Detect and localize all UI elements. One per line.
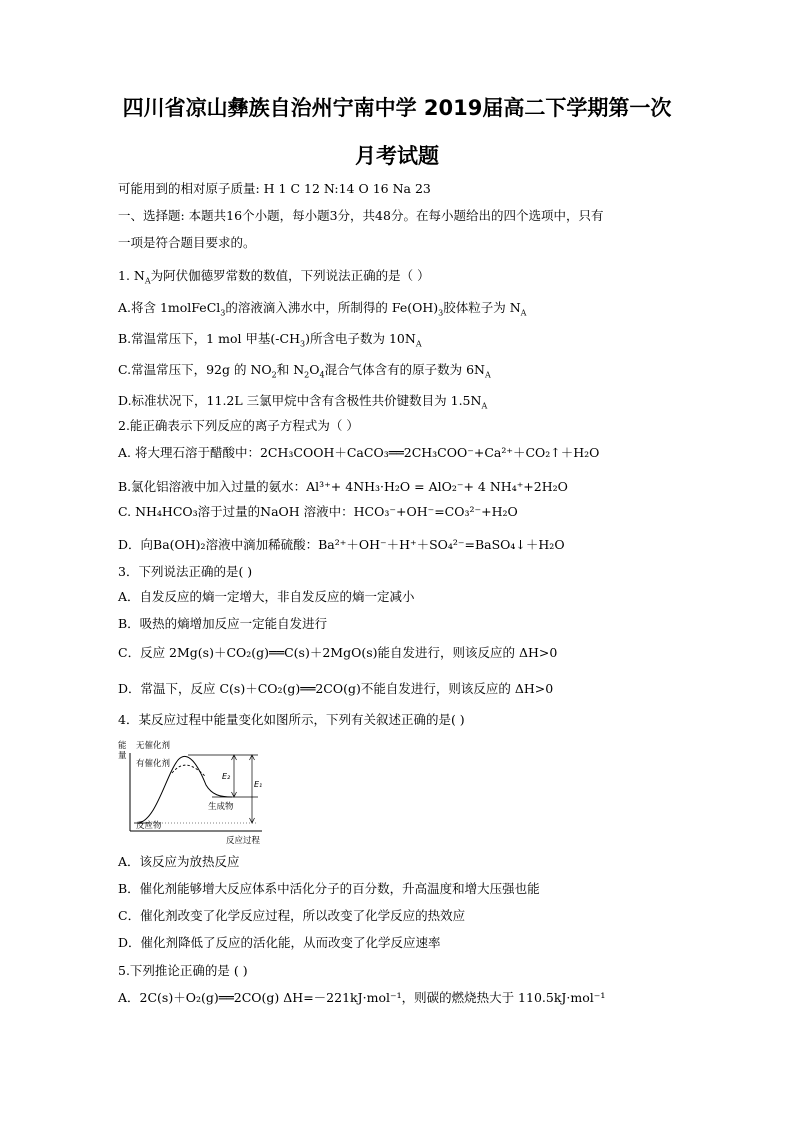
energy-reaction-diagram — [116, 735, 276, 847]
q3-option-c: C．反应 2Mg(s)＋CO₂(g)══C(s)＋2MgO(s)能自发进行，则该反应的 ΔH>0 — [118, 645, 558, 660]
exam-title-line-2: 月考试题 — [355, 144, 439, 168]
q4-option-a: A．该反应为放热反应 — [118, 854, 240, 869]
q4-stem: 4．某反应过程中能量变化如图所示，下列有关叙述正确的是( ) — [118, 712, 465, 727]
label-reactant: 反应物 — [136, 821, 162, 831]
section-instructions-1: 一、选择题: 本题共16个小题，每小题3分，共48分。在每小题给出的四个选项中，只有 — [118, 208, 604, 223]
q4-option-d: D．催化剂降低了反应的活化能，从而改变了化学反应速率 — [118, 935, 441, 950]
q1-option-a: A.将含 1molFeCl$_3$的溶液滴入沸水中，所制得的 $Fe(OH)_3$胶体粒子为 $N_A$ — [118, 300, 527, 318]
q3-stem: 3．下列说法正确的是( ) — [118, 564, 253, 579]
label-uncatalyzed: 无催化剂 — [136, 741, 171, 751]
q2-option-a: A. 将大理石溶于醋酸中：2CH₃COOH＋CaCO₃══2CH₃COO⁻+Ca²⁺＋CO₂↑＋H₂O — [118, 445, 600, 460]
q3-option-d: D．常温下，反应 C(s)＋CO₂(g)══2CO(g)不能自发进行，则该反应的 ΔH>0 — [118, 681, 554, 696]
section-instructions-2: 一项是符合题目要求的。 — [118, 235, 256, 250]
q1-option-b: B.常温常压下，1 mol 甲基$(-CH_3)$所含电子数为 $10N_A$ — [118, 331, 422, 349]
label-e2: E₂ — [222, 772, 231, 781]
diagram-y-label-2: 量 — [118, 751, 127, 761]
atomic-masses: 可能用到的相对原子质量: H 1 C 12 N:14 O 16 Na 23 — [118, 181, 431, 196]
catalyzed-curve — [172, 765, 206, 777]
q3-option-b: B．吸热的熵增加反应一定能自发进行 — [118, 616, 328, 631]
q2-option-b: B.氯化铝溶液中加入过量的氨水：Al³⁺+ 4NH₃·H₂O = AlO₂⁻+ 4 NH₄⁺+2H₂O — [118, 479, 568, 494]
q3-option-a: A．自发反应的熵一定增大，非自发反应的熵一定减小 — [118, 589, 415, 604]
q4-option-c: C．催化剂改变了化学反应过程，所以改变了化学反应的热效应 — [118, 908, 466, 923]
q4-option-b: B．催化剂能够增大反应体系中活化分子的百分数，升高温度和增大压强也能 — [118, 881, 540, 896]
q2-stem: 2.能正确表示下列反应的离子方程式为（ ） — [118, 418, 359, 433]
q5-stem: 5.下列推论正确的是 ( ) — [118, 963, 248, 978]
q1-option-d: D.标准状况下，11.2L 三氯甲烷中含有含极性共价键数目为 $1.5N_A$ — [118, 393, 488, 411]
label-catalyzed: 有催化剂 — [136, 759, 171, 769]
q1-stem: 1. $N_A$为阿伏伽德罗常数的数值，下列说法正确的是（ ） — [118, 268, 430, 286]
q2-option-d: D．向Ba(OH)₂溶液中滴加稀硫酸：Ba²⁺＋OH⁻＋H⁺＋SO₄²⁻=BaSO₄↓＋H₂O — [118, 537, 565, 552]
label-e1: E₁ — [254, 780, 263, 789]
exam-title-line-1: 四川省凉山彝族自治州宁南中学 2019届高二下学期第一次 — [122, 96, 672, 120]
diagram-y-label-1: 能 — [118, 741, 127, 751]
q1-option-c: C.常温常压下，92g 的 $NO_2$和 $N_2O_4$混合气体含有的原子数为 $6N_A$ — [118, 362, 491, 380]
diagram-x-label: 反应过程 — [226, 836, 261, 846]
q2-option-c: C. NH₄HCO₃溶于过量的NaOH 溶液中：HCO₃⁻+OH⁻=CO₃²⁻+H₂O — [118, 504, 518, 519]
label-product: 生成物 — [208, 802, 234, 812]
q5-option-a: A．2C(s)＋O₂(g)══2CO(g) ΔH=－221kJ·mol⁻¹，则碳的燃烧热大于 110.5kJ·mol⁻¹ — [118, 990, 606, 1005]
